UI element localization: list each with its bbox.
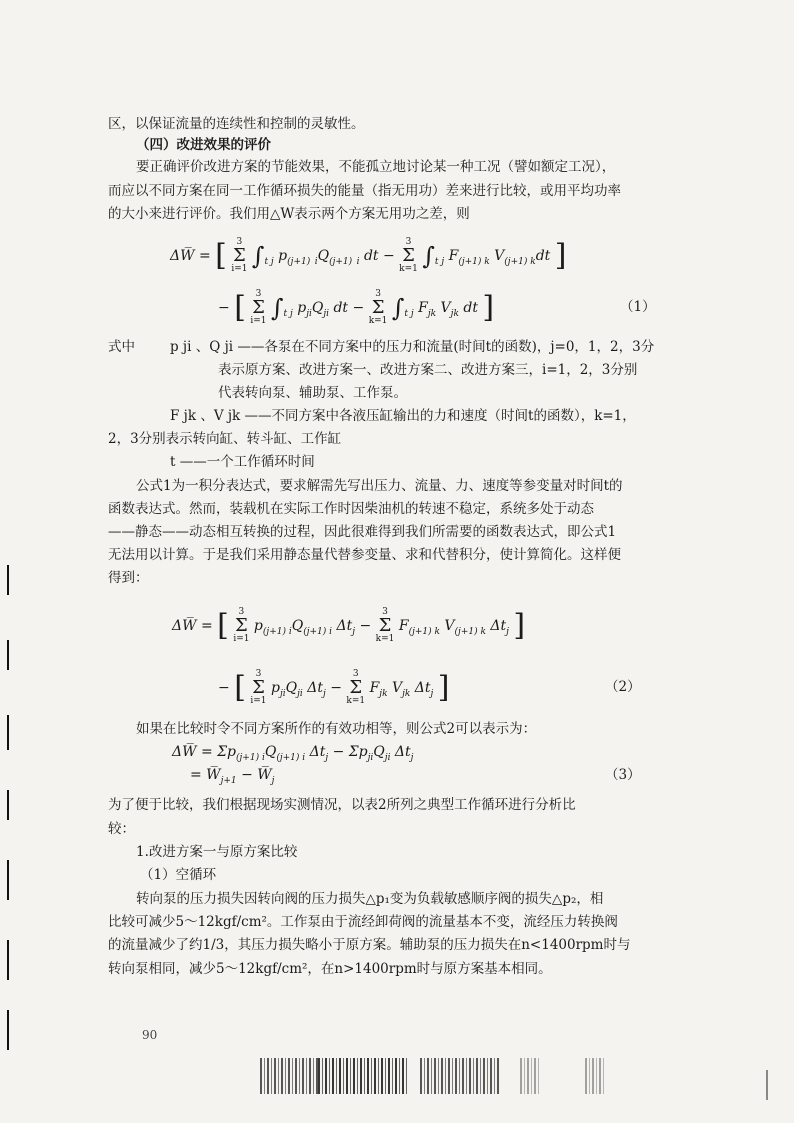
text-line: 无法用以计算。于是我们采用静态量代替参变量、求和代替积分，使计算简化。这样便 <box>108 547 621 563</box>
equation-number: （1） <box>620 299 656 315</box>
scan-artifact <box>318 1058 408 1094</box>
text-line: 公式1为一积分表达式，要求解需先写出压力、流量、力、速度等参变量对时间t的 <box>136 478 623 494</box>
text-line: 2，3分别表示转向缸、转斗缸、工作缸 <box>108 431 342 447</box>
scan-artifact <box>420 1058 500 1094</box>
equation-number: （2） <box>605 679 641 695</box>
text-line: 为了便于比较，我们根据现场实测情况，以表2所列之典型工作循环进行分析比 <box>108 797 576 813</box>
text-line: 较： <box>108 821 135 837</box>
text-line: 式中 <box>108 339 135 355</box>
equation-3-line-2: = $W̅_{j+1}$ − $W̅_j$ <box>190 767 275 786</box>
page-number: 90 <box>142 1028 158 1042</box>
scan-edge-mark <box>7 565 9 595</box>
text-line: 而应以不同方案在同一工作循环损失的能量（指无用功）差来进行比较，或用平均功率 <box>108 183 621 199</box>
text-line: 转向泵相同，减少5～12kgf/cm²，在n>1400rpm时与原方案基本相同。 <box>108 961 552 977</box>
text-line: （1）空循环 <box>140 867 217 883</box>
equation-1-line-2: − [ 3 Σ i=1 $\int_{t j}$ $p_{ji}Q_{ji}$ dt − 3 Σ k=1 $\int_{t j}$ $F_{jk}$ $V_{jk}$ dt ] <box>218 289 495 326</box>
text-line: 1.改进方案一与原方案比较 <box>136 844 298 860</box>
text-line: 表示原方案、改进方案一、改进方案二、改进方案三，i=1，2，3分别 <box>218 362 638 378</box>
text-line: 的大小来进行评价。我们用△W表示两个方案无用功之差，则 <box>108 206 470 222</box>
scan-edge-mark <box>7 790 9 820</box>
text-line: 要正确评价改进方案的节能效果，不能孤立地讨论某一种工况（譬如额定工况）， <box>136 159 616 175</box>
equation-3-line-1: ΔW̅ = $\Sigma p_{(j+1) i}Q_{(j+1) i}$ $\Delta t_j - \Sigma p_{ji}Q_{ji}$ $\Delta t_j$ <box>172 744 414 763</box>
equation-number: （3） <box>605 767 641 783</box>
text-line: 转向泵的压力损失因转向阀的压力损失△p₁变为负载敏感顺序阀的损失△p₂，相 <box>136 891 604 907</box>
equation-1-line-1: ΔW̅ = [ 3 Σ i=1 $\int_{t j}$ $p_{(j+1)}$ $_iQ_{(j+1)}$ $_i$ dt − 3 Σ k=1 $\int_{t j}$ $F_{(j+1) k}$ $V_{(j+1) k}dt$ ] <box>170 237 567 274</box>
text-line: 比较可减少5～12kgf/cm²。工作泵由于流经卸荷阀的流量基本不变，流经压力转换阀 <box>108 914 618 930</box>
text-line: p ji 、Q ji ——各泵在不同方案中的压力和流量(时间t的函数)，j=0，1，2，3分 <box>170 339 655 355</box>
section-heading: （四）改进效果的评价 <box>136 137 271 153</box>
scan-edge-mark <box>7 1010 9 1050</box>
text-line: 代表转向泵、辅助泵、工作泵。 <box>218 385 407 401</box>
text-line: 函数表达式。然而，装载机在实际工作时因柴油机的转速不稳定，系统多处于动态 <box>108 501 594 517</box>
text-line: 的流量减少了约1/3，其压力损失略小于原方案。辅助泵的压力损失在n<1400rpm时与 <box>108 937 631 953</box>
text-line: F jk 、V jk ——不同方案中各液压缸输出的力和速度（时间t的函数），k=1， <box>170 408 636 424</box>
scan-edge-mark <box>7 860 9 900</box>
equation-2-line-1: ΔW̅ = [ 3 Σ i=1 $p_{(j+1) i}Q_{(j+1) i}$ $\Delta t_j - 3$ Σ k=1 $F_{(j+1) k}$ $V_{(j+1) k}$ $\Delta t_j$ ] <box>172 607 526 644</box>
text-line: 区，以保证流量的连续性和控制的灵敏性。 <box>108 116 365 132</box>
text-line: t ——一个工作循环时间 <box>170 454 315 470</box>
text-line: ——静态——动态相互转换的过程，因此很难得到我们所需要的函数表达式，即公式1 <box>108 524 617 540</box>
scan-edge-mark <box>7 640 9 670</box>
scan-edge-mark <box>7 940 9 980</box>
text-line: 如果在比较时令不同方案所作的有效功相等，则公式2可以表示为： <box>136 721 537 737</box>
scan-edge-mark <box>7 715 9 750</box>
equation-2-line-2: − [ 3 Σ i=1 $p_{ji}Q_{ji}$ $\Delta t_j - 3$ Σ k=1 $F_{jk}$ $V_{jk}$ $\Delta t_j$ ] <box>218 669 450 706</box>
text-line: 得到： <box>108 570 149 586</box>
scan-artifact <box>520 1058 540 1094</box>
scan-artifact <box>585 1058 605 1094</box>
scan-artifact <box>260 1058 320 1094</box>
scan-artifact <box>766 1070 768 1100</box>
